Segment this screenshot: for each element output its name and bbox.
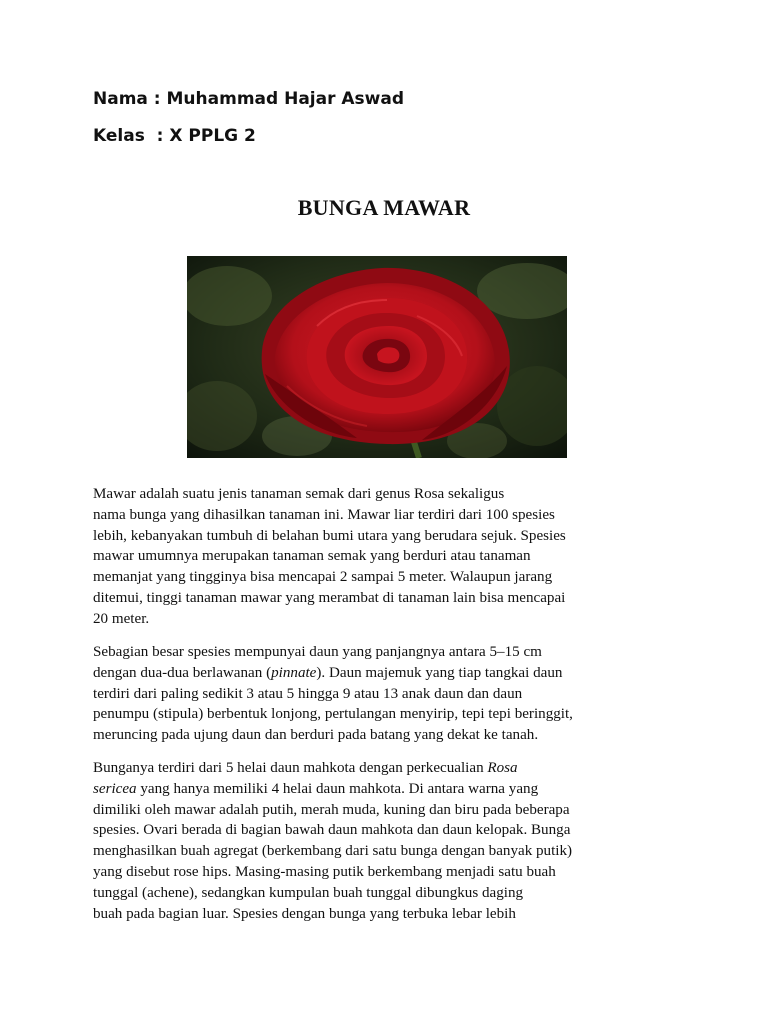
text-line: terdiri dari paling sedikit 3 atau 5 hingga 9 atau 13 anak daun dan daun <box>93 685 523 702</box>
paragraph-1 <box>93 484 678 630</box>
rose-photo <box>187 256 567 458</box>
italic-term: sericea <box>93 780 137 797</box>
text-line: dimiliki oleh mawar adalah putih, merah muda, kuning dan biru pada beberapa <box>93 801 570 818</box>
text-line: Mawar adalah suatu jenis tanaman semak dari genus Rosa sekaligus <box>93 486 505 502</box>
text-line: 20 meter. <box>93 610 150 627</box>
text-line <box>93 663 678 684</box>
text-line: penumpu (stipula) berbentuk lonjong, pertulangan menyirip, tepi tepi beringgit, <box>93 706 573 723</box>
text-line: meruncing pada ujung daun dan berduri pada batang yang dekat ke tanah. <box>93 727 539 744</box>
text-line: memanjat yang tingginya bisa mencapai 2 sampai 5 meter. Walaupun jarang <box>93 569 553 586</box>
paragraph-3 <box>93 758 678 924</box>
text-line: ditemui, tinggi tanaman mawar yang merambat di tanaman lain bisa mencapai <box>93 589 566 606</box>
student-class: Kelas : X PPLG 2 <box>93 126 256 146</box>
text-line: yang disebut rose hips. Masing-masing putik berkembang menjadi satu buah <box>93 863 556 880</box>
text-line: Sebagian besar spesies mempunyai daun yang panjangnya antara 5–15 cm <box>93 644 542 660</box>
italic-term: Rosa <box>487 760 518 776</box>
text-line: buah pada bagian luar. Spesies dengan bunga yang terbuka lebar lebih <box>93 905 516 922</box>
student-name: Nama : Muhammad Hajar Aswad <box>93 89 405 109</box>
text-line: lebih, kebanyakan tumbuh di belahan bumi utara yang berudara sejuk. Spesies <box>93 527 566 544</box>
text-segment: ). Daun majemuk yang tiap tangkai daun <box>316 664 563 681</box>
italic-term: pinnate <box>271 664 317 681</box>
text-segment: yang hanya memiliki 4 helai daun mahkota. Di antara warna yang <box>136 780 539 797</box>
text-segment: Bunganya terdiri dari 5 helai daun mahkota dengan perkecualian <box>93 760 488 776</box>
paragraph-2 <box>93 642 678 746</box>
text-line <box>93 758 678 779</box>
document-title: BUNGA MAWAR <box>297 195 471 220</box>
text-line: spesies. Ovari berada di bagian bawah daun mahkota dan daun kelopak. Bunga <box>93 822 571 839</box>
text-line: nama bunga yang dihasilkan tanaman ini. Mawar liar terdiri dari 100 spesies <box>93 506 555 523</box>
text-segment: dengan dua-dua berlawanan ( <box>93 664 272 681</box>
text-line: menghasilkan buah agregat (berkembang dari satu bunga dengan banyak putik) <box>93 843 573 860</box>
text-line: tunggal (achene), sedangkan kumpulan buah tunggal dibungkus daging <box>93 884 524 901</box>
text-line <box>93 779 678 800</box>
text-line: mawar umumnya merupakan tanaman semak yang berduri atau tanaman <box>93 548 531 565</box>
